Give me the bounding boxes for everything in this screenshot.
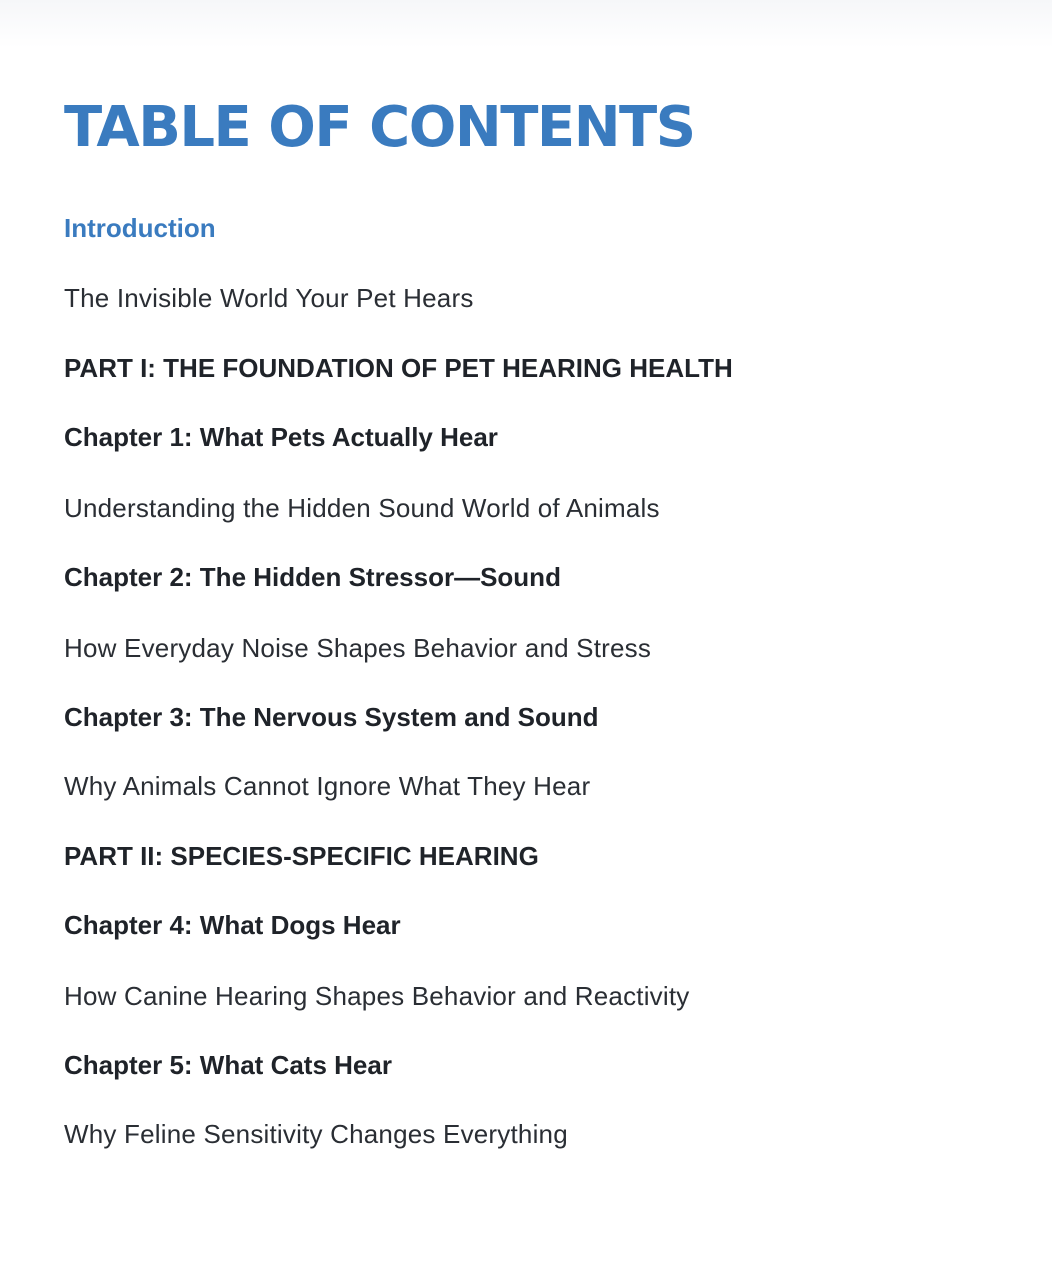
toc-subtitle: How Canine Hearing Shapes Behavior and Reactivity xyxy=(64,981,690,1011)
toc-chapter-4[interactable]: Chapter 4: What Dogs Hear xyxy=(64,910,401,940)
toc-subtitle: Why Animals Cannot Ignore What They Hear xyxy=(64,771,591,801)
toc-chapter-3[interactable]: Chapter 3: The Nervous System and Sound xyxy=(64,702,599,732)
toc-chapter-5[interactable]: Chapter 5: What Cats Hear xyxy=(64,1050,392,1080)
toc-part-2[interactable]: PART II: SPECIES-SPECIFIC HEARING xyxy=(64,841,539,871)
toc-subtitle: Understanding the Hidden Sound World of Animals xyxy=(64,493,660,523)
toc-subtitle: How Everyday Noise Shapes Behavior and Stress xyxy=(64,633,652,663)
top-shade xyxy=(0,0,1052,48)
toc-chapter-2[interactable]: Chapter 2: The Hidden Stressor—Sound xyxy=(64,562,561,592)
toc-section-introduction[interactable]: Introduction xyxy=(64,213,216,243)
toc-part-1[interactable]: PART I: THE FOUNDATION OF PET HEARING HEALTH xyxy=(64,353,733,383)
page-title: TABLE OF CONTENTS xyxy=(64,95,695,160)
toc-page xyxy=(64,95,1004,1149)
toc-subtitle: The Invisible World Your Pet Hears xyxy=(64,283,474,313)
toc-chapter-1[interactable]: Chapter 1: What Pets Actually Hear xyxy=(64,422,498,452)
toc-subtitle: Why Feline Sensitivity Changes Everything xyxy=(64,1119,568,1149)
